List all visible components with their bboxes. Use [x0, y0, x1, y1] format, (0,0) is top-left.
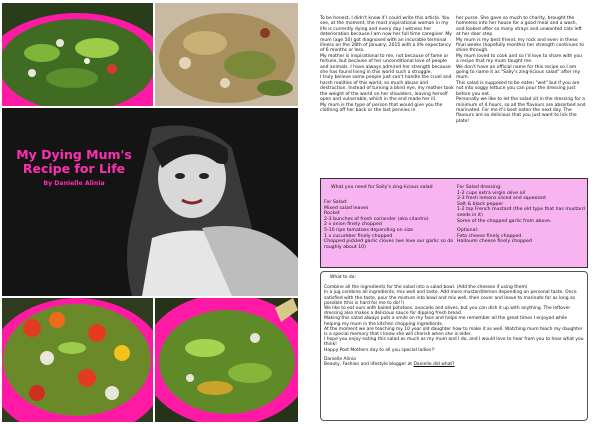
intro-paragraph: My mum loved to cook and so I'd love to share with you a recipe that my mum taught me. [456, 53, 582, 65]
marinated-salad-photo-top-right [155, 3, 298, 106]
method-paragraph: Making this salad always puts a smile on my face and helps me remember all the great times I enjoyed while helping my mum in the kitchen chopping ingredients. [324, 316, 568, 327]
intro-paragraph: We don't have an official name for this recipe so I am going to name it as "Sally's zing-licious salad" after my mum. [456, 64, 581, 81]
intro-column-2 [456, 16, 586, 124]
signoff-prefix: Beauty, Fashion and lifestyle blogger at [324, 362, 414, 368]
ingredient-item: 1-2 cups extra virgin olive oil [457, 190, 526, 196]
ingredient-item: 2 x onion finely chopped [324, 222, 382, 228]
intro-paragraph: My mother is inspirational to me, not because of fame or fortune, but because of her unconditional love of people and animals. I have always admired her strength because she has found living in this world such a struggle. [320, 53, 451, 76]
signoff-name: Danielle Alinia [324, 356, 356, 362]
method-paragraph: In a jug combine all ingredients, mix well and taste. Add more mustard/lemon depending on personal taste. Once satisfied with the taste, pour the mixture into bowl and mix well, then cover and leave to marinate for as long as possible (this is hard for me to do!!) [324, 290, 577, 306]
article-title [14, 148, 134, 176]
method-paragraph: At the moment we are teaching my 10 year old daughter how to make it as well. Watching mum teach my daughter is a special memory that I know she will cherish when she is older. [324, 326, 583, 338]
method-heading: What to do: [330, 275, 356, 280]
ingredient-item: 1 x cucumber finely chopped [324, 233, 393, 239]
ingredient-item: 2-3 fresh lemons sliced and squeezed [457, 196, 546, 202]
ingredients-box [320, 178, 588, 268]
intro-paragraph: her purse. She gave so much to charity, brought the homeless into her house for a good meal and a wash, and looked after so many strays and unwanted cats left at her door step. [456, 16, 582, 38]
intro-column-1 [320, 16, 454, 113]
ingredient-item: Salt & black pepper [457, 201, 504, 207]
ingredient-item: Rocket [324, 211, 340, 217]
ingredient-item: Mixed salad leaves [324, 205, 369, 211]
intro-paragraph: Personally we like to let the salad sit in the dressing for a minimum of 4 hours, so all the flavours are absorbed and marinated. For me it's best eaten the next day. The flavours are so delicious that you just want to lick the plate! [456, 97, 586, 124]
chopped-tomatoes-photo [2, 298, 153, 422]
intro-paragraph: My mum is my best friend, my rock and even in these final weeks (hopefully months) her strength continues to shine through. [456, 37, 585, 54]
ingredient-item: Halloumi cheese finely chopped [457, 239, 532, 245]
dressing-title: For Salad dressing: [457, 185, 502, 190]
ingredient-item: Some of the chopped garlic from above. [457, 218, 552, 224]
intro-paragraph: This salad is supposed to be eaten "wet" but if you are not into soggy lettuce you can pour the dressing just before you eat. [456, 80, 580, 97]
salad-title: For Salad: [324, 200, 348, 205]
title-line-1: My Dying Mum's [16, 147, 132, 162]
method-paragraph: Happy Post Mothers day to all you special ladies!! [324, 347, 435, 353]
ingredient-item: Feta cheese finely chopped [457, 233, 522, 239]
method-paragraph: Combine all the ingredients for the salad into a salad bowl. (Add the cheeses if using them) [324, 285, 528, 291]
intro-paragraph: My mum is the type of person that would give you the clothing off her back or the last pennies in [320, 102, 443, 113]
salad-bowl-photo-top-left [2, 3, 153, 106]
ingredient-item: 2-3 bunches of fresh coriander (aka cilantro) [324, 216, 429, 222]
ingredient-item: Chopped pickled garlic cloves (we love our garlic so do roughly about 10) [324, 239, 454, 250]
blog-link[interactable]: Danielle did what? [413, 362, 455, 368]
method-box [320, 271, 588, 421]
dressing-ingredients [457, 185, 585, 245]
ingredient-item: 1-2 tsp French mustard (the old type that has mustard seeds in it) [457, 207, 585, 218]
intro-paragraph: I truly believe some people just can't handle the cruel and harsh realities of this world, so much abuse and destruction. Instead of turning a blind eye, my mother took the weight of the world on her shoulders, leaving herself open and vulnerable, which in the end made her ill. [320, 75, 454, 103]
salad-ingredients [324, 200, 454, 250]
ingredients-heading: What you need for Sally's zing-licious salad [331, 185, 433, 190]
intro-paragraph: To be honest, I didn't know if I could write this article. You see, at the moment, the most inspirational woman in my life is currently dying and every day I witness her deterioration because I am now her full time caregiver. My mum (age 50) got diagnosed with an incurable terminal illness on the 28th of January, 2015 with a life expectancy of 6 months or less. [320, 16, 452, 54]
optional-title: Optional: [457, 228, 479, 234]
method-paragraph: We like to eat ours with boiled potatoes, avocado and olives, but you can dish it up with anything. The leftover dressing also makes a delicious sauce for dipping fresh bread. [324, 306, 571, 317]
method-paragraph: I hope you enjoy eating this salad as much as my mum and I do, and I would love to hear from you to hear what you think! [324, 337, 584, 348]
salad-with-dressing-photo [155, 298, 298, 422]
portrait-photo [2, 108, 298, 296]
byline: By Danielle Alinia [43, 180, 105, 187]
signoff-line [324, 362, 584, 367]
title-line-2: Recipe for Life [22, 161, 126, 176]
ingredient-item: 5-10 ripe tomatoes depending on size [324, 227, 414, 233]
